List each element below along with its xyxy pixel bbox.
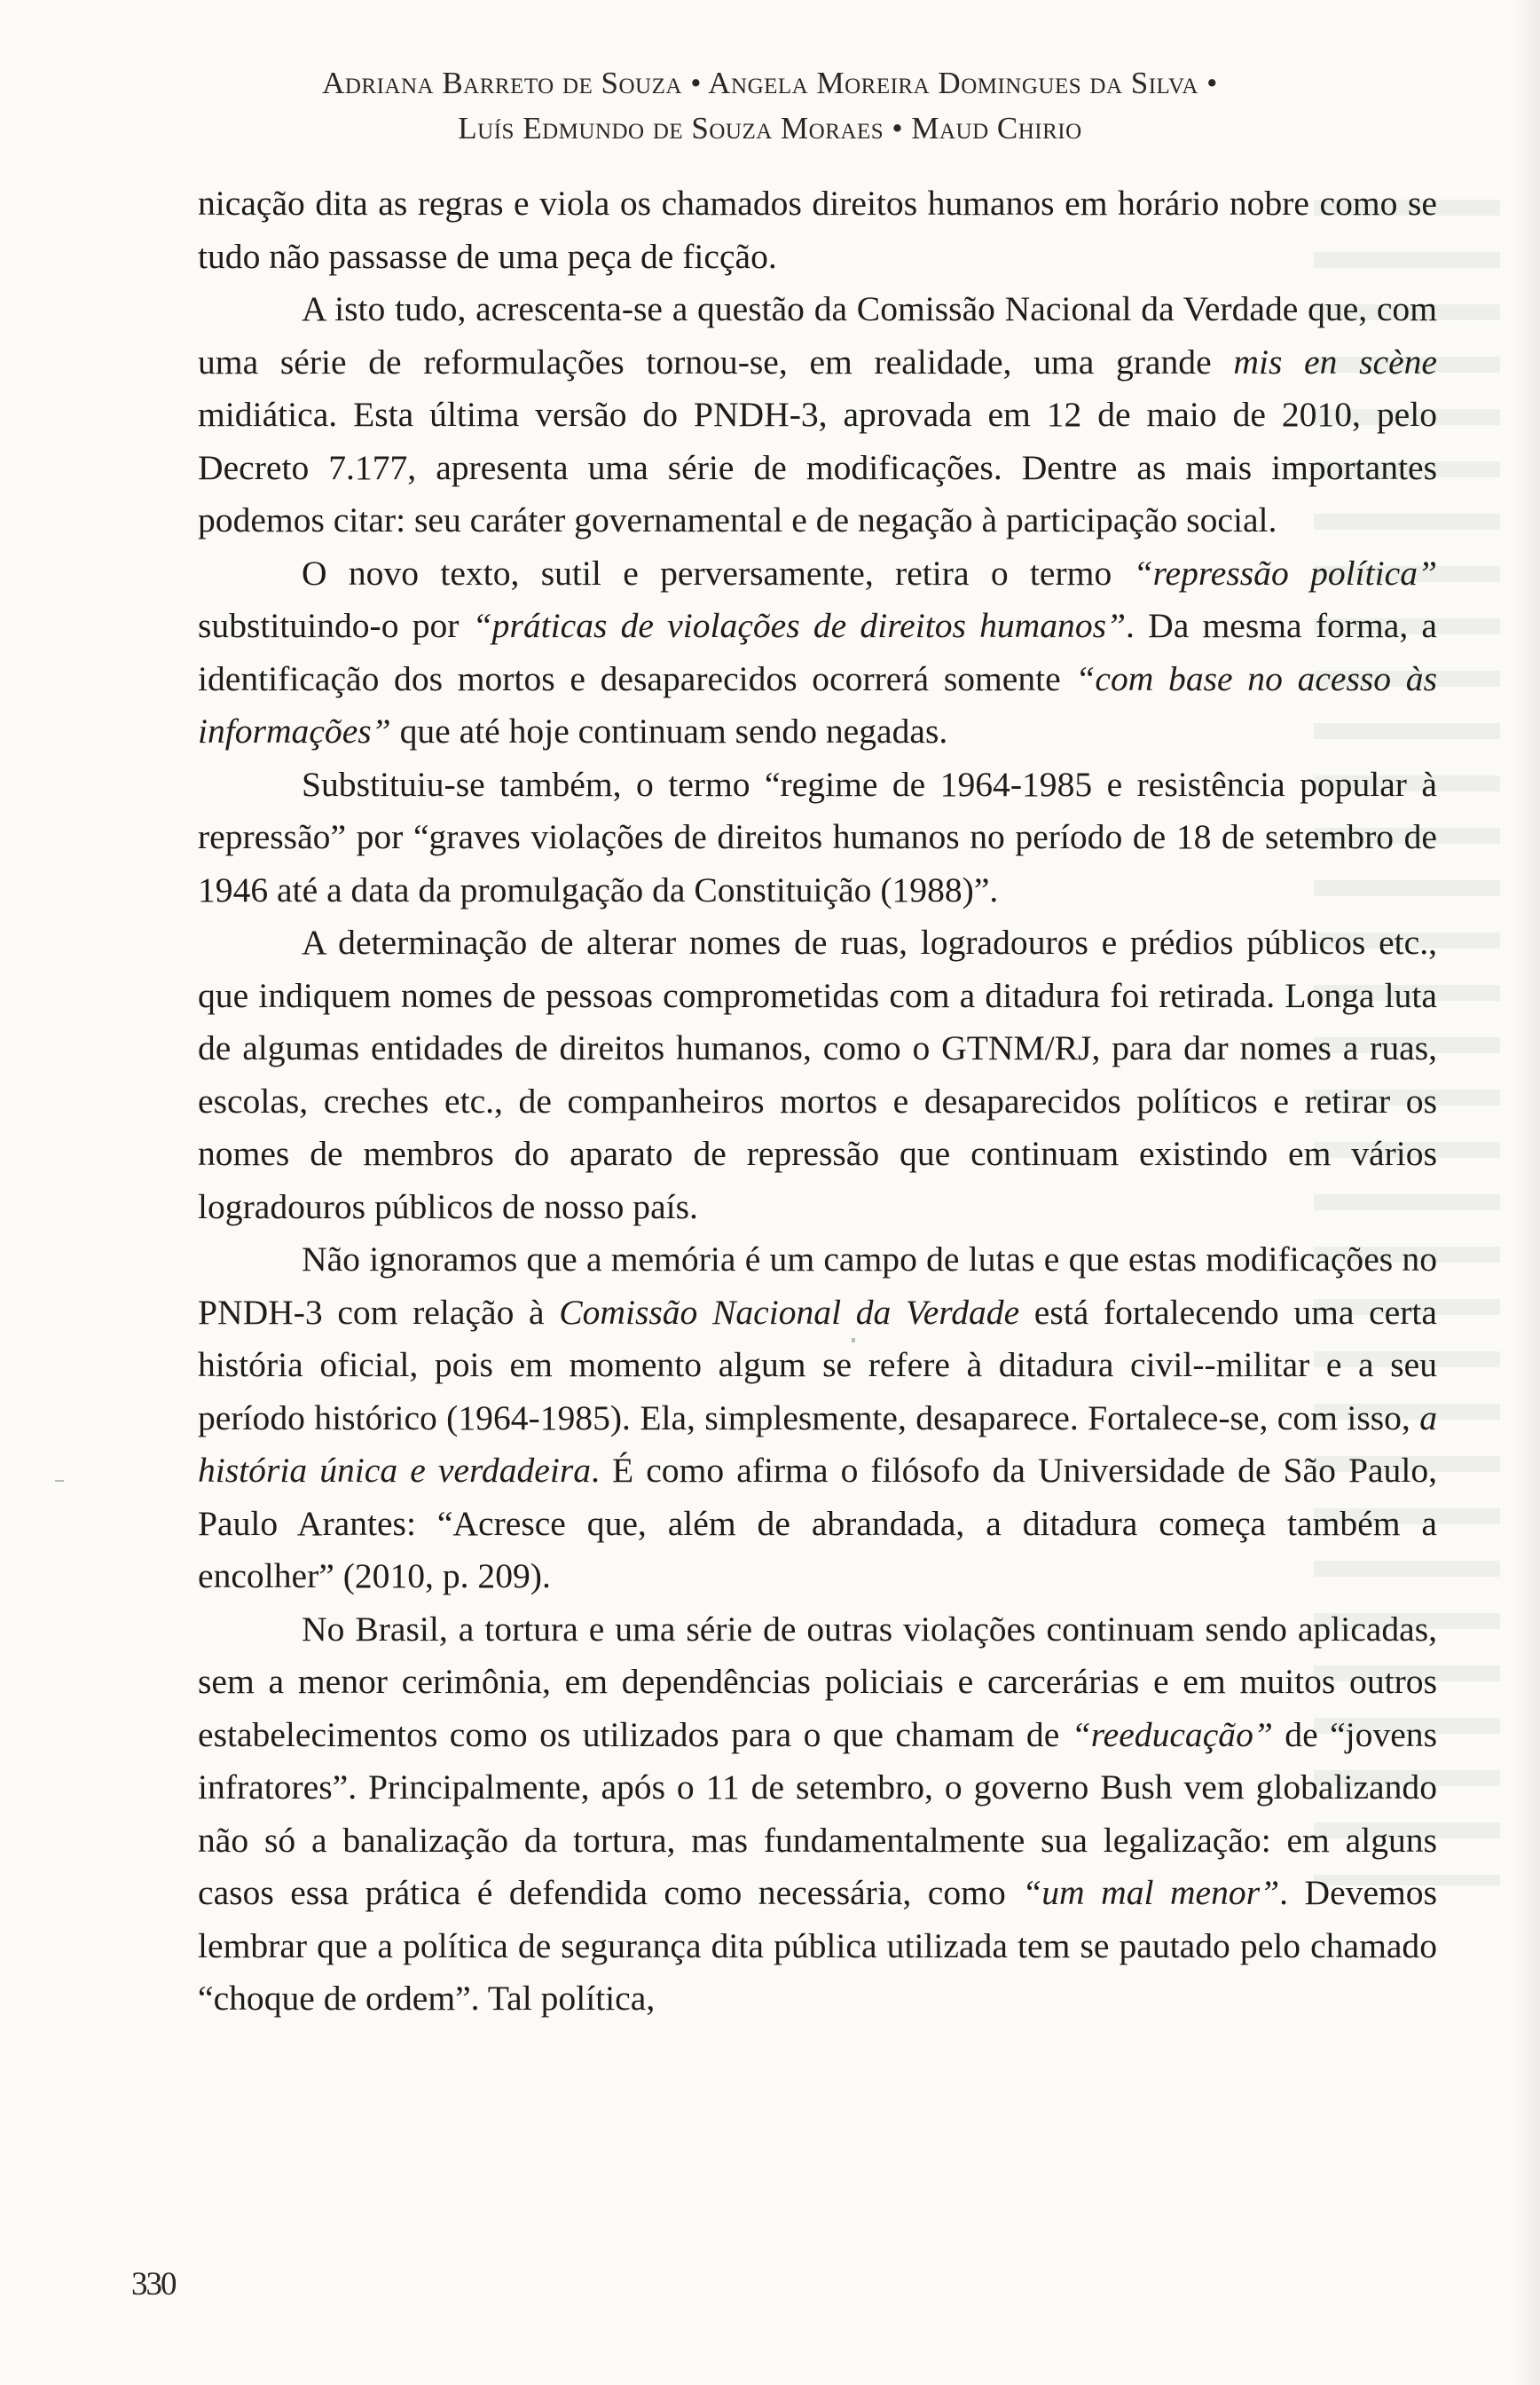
paragraph-1: [198, 177, 1437, 283]
paragraph-3: [198, 547, 1437, 759]
paragraph-3-text-d: que até hoje continuam sendo negadas.: [390, 712, 948, 751]
paragraph-2: [198, 283, 1437, 547]
paragraph-6-text-a: Não ignoramos que a memória é um campo de lutas e que estas modificações no PNDH-3 com relação à: [198, 1240, 1437, 1332]
paragraph-5-text: A determinação de alterar nomes de ruas, logradouros e prédios públicos etc., que indiquem nomes de pessoas comprometidas com a ditadura foi retirada. Longa luta de algumas entidades de direitos humanos, como o GTNM/RJ, para dar nomes a ruas, escolas, creches etc., de companheiros mortos e desaparecidos políticos e retirar os nomes de membros do aparato de repressão que continuam existindo em vários logradouros públicos de nosso país.: [198, 923, 1437, 1226]
paragraph-6-italic-2: a história única e verdadeira: [198, 1397, 1437, 1490]
running-header-authors-line-1: Adriana Barreto de Souza • Angela Moreira Domingues da Silva •: [322, 66, 1218, 100]
paragraph-2-text-b: midiática. Esta última versão do PNDH-3, aprovada em 12 de maio de 2010, pelo Decreto 7.177, apresenta uma série de modificações. Dentre as mais importantes podemos citar: seu caráter governamental e de negação à participação social.: [198, 395, 1437, 539]
page-edge-shadow: [1515, 0, 1540, 2385]
paragraph-7-text-a: No Brasil, a tortura e uma série de outras violações continuam sendo aplicadas, sem a menor cerimônia, em dependências policiais e carcerárias e em muitos outros estabelecimentos como os utilizados para o que chamam de: [198, 1609, 1437, 1754]
paragraph-6: [198, 1233, 1437, 1603]
paragraph-4: [198, 759, 1437, 917]
paper-speck: [55, 1480, 64, 1482]
page-number: 330: [131, 2266, 176, 2302]
paragraph-7: [198, 1603, 1437, 2026]
paragraph-4-text: Substituiu-se também, o termo “regime de 1964-1985 e resistência popular à repressão” por “graves violações de direitos humanos no período de 18 de setembro de 1946 até a data da promulgação da Constituição (1988)”.: [198, 764, 1437, 909]
paragraph-3-text-b: substituindo-o por: [198, 606, 473, 645]
paragraph-3-text-c: . Da mesma forma, a identificação dos mortos e desaparecidos ocorrerá somente: [198, 606, 1437, 698]
paragraph-3-italic-1: “repressão política”: [1133, 553, 1438, 593]
paragraph-5: [198, 917, 1437, 1233]
paragraph-7-text-b: de “jovens infratores”. Principalmente, após o 11 de setembro, o governo Bush vem globalizando não só a banalização da tortura, mas fundamentalmente sua legalização: em alguns casos essa prática é defendida como necessária, como: [198, 1714, 1437, 1912]
paragraph-1-text: nicação dita as regras e viola os chamados direitos humanos em horário nobre como se tudo não passasse de uma peça de ficção.: [198, 184, 1437, 276]
paragraph-6-text-c: . É como afirma o filósofo da Universidade de São Paulo, Paulo Arantes: “Acresce que, além de abrandada, a ditadura começa também a encolher” (2010, p. 209).: [198, 1451, 1437, 1595]
paragraph-7-text-c: . Devemos lembrar que a política de segurança dita pública utilizada tem se pautado pelo chamado “choque de ordem”. Tal política,: [198, 1873, 1437, 2018]
paragraph-7-italic-1: “reeducação”: [1071, 1714, 1273, 1754]
paragraph-7-italic-2: “um mal menor”: [1022, 1873, 1280, 1912]
paragraph-2-text-a: A isto tudo, acrescenta-se a questão da Comissão Nacional da Verdade que, com uma série de reformulações tornou-se, em realidade, uma grande: [198, 289, 1437, 382]
paragraph-6-italic-1: Comissão Nacional da Verdade: [559, 1292, 1020, 1332]
running-header-authors-line-2: Luís Edmundo de Souza Moraes • Maud Chirio: [458, 111, 1082, 146]
paper-speck: [852, 1338, 855, 1342]
main-text: [198, 177, 1437, 2026]
paragraph-3-italic-3: “com base no acesso às informações”: [198, 658, 1437, 751]
paragraph-3-text-a: O novo texto, sutil e perversamente, retira o termo: [302, 553, 1134, 593]
paragraph-6-text-b: está fortalecendo uma certa história oficial, pois em momento algum se refere à ditadura civil-​-militar e a seu período histórico (1964-1985). Ela, simplesmente, desaparece. Fortalece-se, com isso,: [198, 1292, 1437, 1437]
paragraph-2-italic: mis en scène: [1233, 342, 1437, 382]
paragraph-3-italic-2: “práticas de violações de direitos humanos”: [472, 606, 1127, 645]
